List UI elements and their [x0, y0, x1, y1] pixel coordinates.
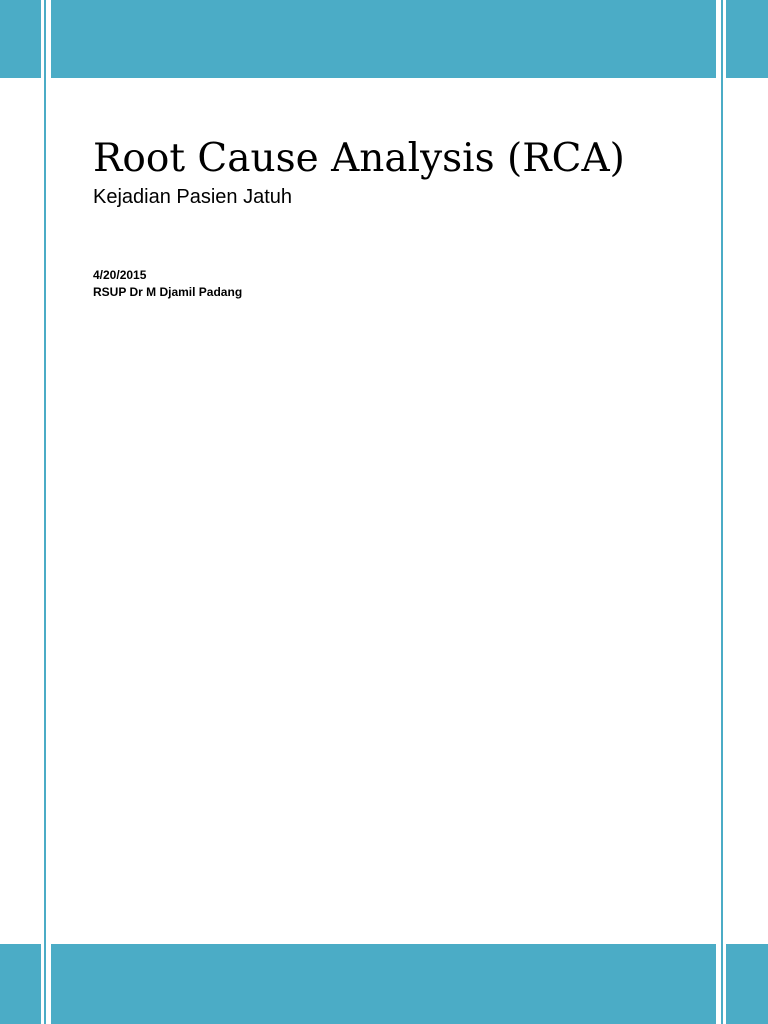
document-organization: RSUP Dr M Djamil Padang [93, 285, 243, 299]
bottom-left-band [0, 944, 41, 1024]
right-vertical-line [721, 0, 723, 1024]
left-vertical-line [44, 0, 46, 1024]
title-block [93, 136, 693, 209]
bottom-right-band [726, 944, 768, 1024]
document-title: Root Cause Analysis (RCA) [93, 136, 625, 181]
document-meta [93, 267, 242, 301]
top-left-band [0, 0, 41, 78]
top-center-band [51, 0, 716, 78]
document-subtitle: Kejadian Pasien Jatuh [93, 185, 293, 208]
top-right-band [726, 0, 768, 78]
bottom-center-band [51, 944, 716, 1024]
document-date: 4/20/2015 [93, 268, 147, 282]
